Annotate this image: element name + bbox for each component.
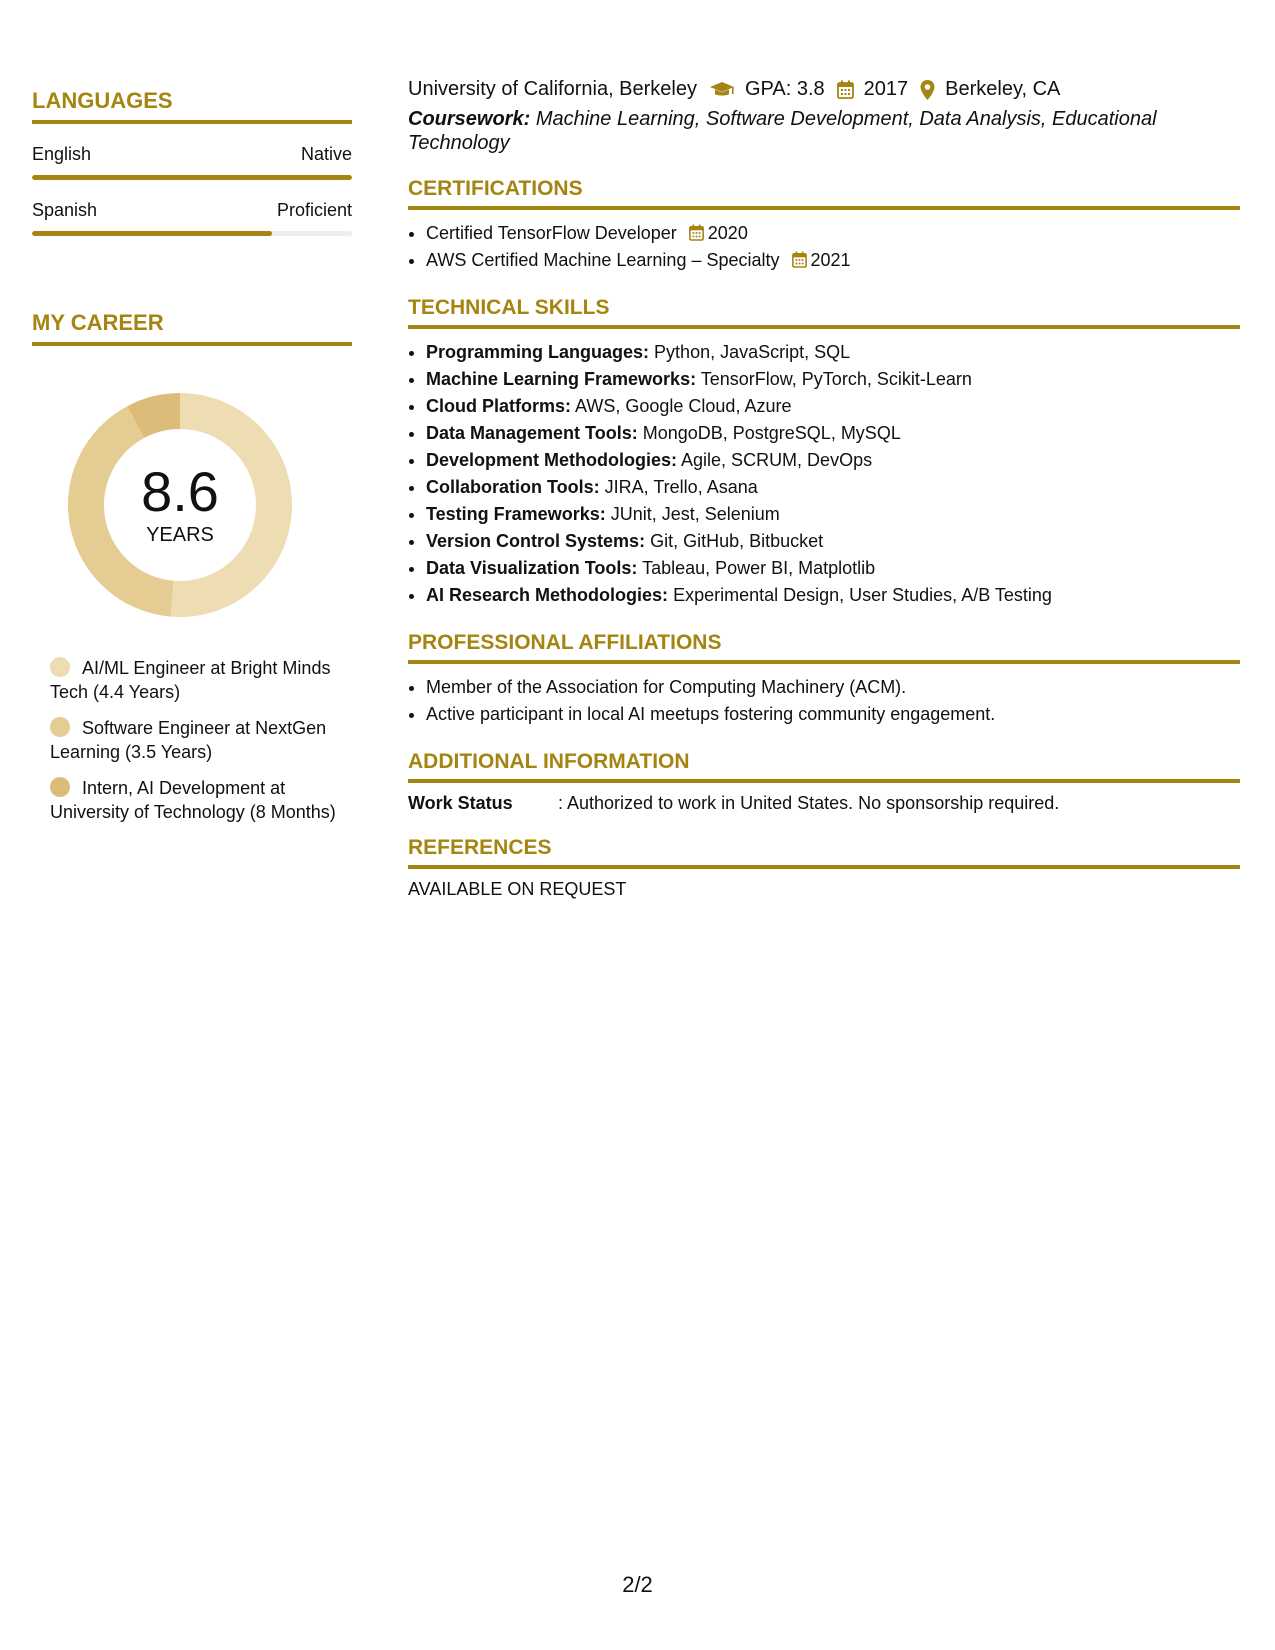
certification-year: 2020: [707, 223, 748, 243]
career-legend-label: Software Engineer at NextGen Learning (3.5 Years): [50, 718, 327, 762]
work-status-row: [408, 793, 1240, 814]
legend-dot-icon: [50, 657, 70, 677]
list-item: [426, 555, 1240, 582]
calendar-icon: [792, 251, 807, 268]
list-item: [426, 366, 1240, 393]
skill-value: Agile, SCRUM, DevOps: [681, 450, 873, 470]
career-legend-label: Intern, AI Development at University of Technology (8 Months): [50, 778, 336, 822]
skill-label: Cloud Platforms:: [426, 396, 572, 416]
skill-label: Data Management Tools:: [426, 423, 638, 443]
legend-dot-icon: [50, 777, 70, 797]
language-bar-fill: [32, 231, 272, 236]
additional-info-title: ADDITIONAL INFORMATION: [408, 750, 1240, 783]
affiliations-title: PROFESSIONAL AFFILIATIONS: [408, 631, 1240, 664]
career-legend-item: [50, 716, 352, 764]
main-content: [408, 78, 1240, 900]
list-item: [426, 393, 1240, 420]
language-bar: [32, 231, 352, 236]
skill-label: Data Visualization Tools:: [426, 558, 638, 578]
coursework-label: Coursework:: [408, 108, 531, 130]
skill-label: Collaboration Tools:: [426, 477, 600, 497]
calendar-icon: [689, 224, 704, 241]
language-name: Spanish: [32, 200, 98, 220]
page-number: 2/2: [622, 1572, 653, 1597]
coursework-list: Machine Learning, Software Development, Data Analysis, Educational Technology: [408, 108, 1157, 154]
references-title: REFERENCES: [408, 836, 1240, 869]
education-gpa: GPA: 3.8: [745, 78, 825, 100]
career-donut-chart: [65, 390, 295, 620]
references-text: AVAILABLE ON REQUEST: [408, 879, 627, 899]
skill-value: AWS, Google Cloud, Azure: [575, 396, 792, 416]
skill-label: Machine Learning Frameworks:: [426, 369, 697, 389]
list-item: [426, 339, 1240, 366]
career-legend-item: [50, 656, 352, 704]
list-item: [426, 247, 1240, 274]
language-item: [32, 144, 352, 180]
list-item: [426, 501, 1240, 528]
language-bar: [32, 175, 352, 180]
work-status-value: : Authorized to work in United States. No sponsorship required.: [558, 793, 1060, 813]
career-legend: [50, 656, 352, 824]
skills-title: TECHNICAL SKILLS: [408, 296, 1240, 329]
language-level: Proficient: [276, 200, 352, 220]
career-title: MY CAREER: [32, 310, 352, 346]
calendar-icon: [837, 80, 854, 99]
list-item: • Active participant in local AI meetups fostering community engagement.: [426, 701, 1240, 728]
languages-title: LANGUAGES: [32, 88, 352, 124]
language-item: [32, 200, 352, 236]
skills-list: [408, 339, 1240, 609]
list-item: [426, 474, 1240, 501]
list-item: [426, 420, 1240, 447]
education-location: Berkeley, CA: [945, 78, 1061, 100]
list-item: • Member of the Association for Computing Machinery (ACM).: [426, 674, 1240, 701]
language-level: Native: [300, 144, 352, 164]
skill-value: Experimental Design, User Studies, A/B Testing: [673, 585, 1052, 605]
skill-value: TensorFlow, PyTorch, Scikit-Learn: [700, 369, 972, 389]
certification-name: Certified TensorFlow Developer: [426, 223, 677, 243]
skill-label: Testing Frameworks:: [426, 504, 606, 524]
skill-label: Development Methodologies:: [426, 450, 678, 470]
education-line: [408, 78, 1240, 101]
skill-value: Python, JavaScript, SQL: [654, 342, 851, 362]
career-unit: YEARS: [146, 523, 214, 546]
certification-name: AWS Certified Machine Learning – Specialty: [426, 250, 780, 270]
language-name: English: [32, 144, 92, 164]
career-total: 8.6: [141, 459, 219, 523]
affiliations-list: [408, 674, 1240, 728]
work-status-label: Work Status: [408, 793, 513, 813]
list-item: [426, 582, 1240, 609]
coursework: [408, 107, 1240, 155]
language-bar-fill: [32, 175, 352, 180]
list-item: [426, 447, 1240, 474]
skill-value: MongoDB, PostgreSQL, MySQL: [642, 423, 901, 443]
education-year: 2017: [863, 78, 909, 100]
skill-value: JIRA, Trello, Asana: [604, 477, 758, 497]
skill-label: Programming Languages:: [426, 342, 650, 362]
skill-value: JUnit, Jest, Selenium: [610, 504, 780, 524]
legend-dot-icon: [50, 717, 70, 737]
sidebar: [32, 88, 352, 836]
skill-value: Git, GitHub, Bitbucket: [650, 531, 824, 551]
graduation-cap-icon: [709, 81, 735, 99]
list-item: [426, 220, 1240, 247]
location-pin-icon: [920, 80, 935, 100]
career-legend-item: [50, 776, 352, 824]
skill-label: Version Control Systems:: [426, 531, 646, 551]
certification-year: 2021: [810, 250, 851, 270]
certifications-title: CERTIFICATIONS: [408, 177, 1240, 210]
education-school: University of California, Berkeley: [408, 78, 697, 100]
certifications-list: [408, 220, 1240, 274]
skill-value: Tableau, Power BI, Matplotlib: [642, 558, 876, 578]
list-item: [426, 528, 1240, 555]
career-legend-label: AI/ML Engineer at Bright Minds Tech (4.4 Years): [50, 658, 331, 702]
skill-label: AI Research Methodologies:: [426, 585, 669, 605]
